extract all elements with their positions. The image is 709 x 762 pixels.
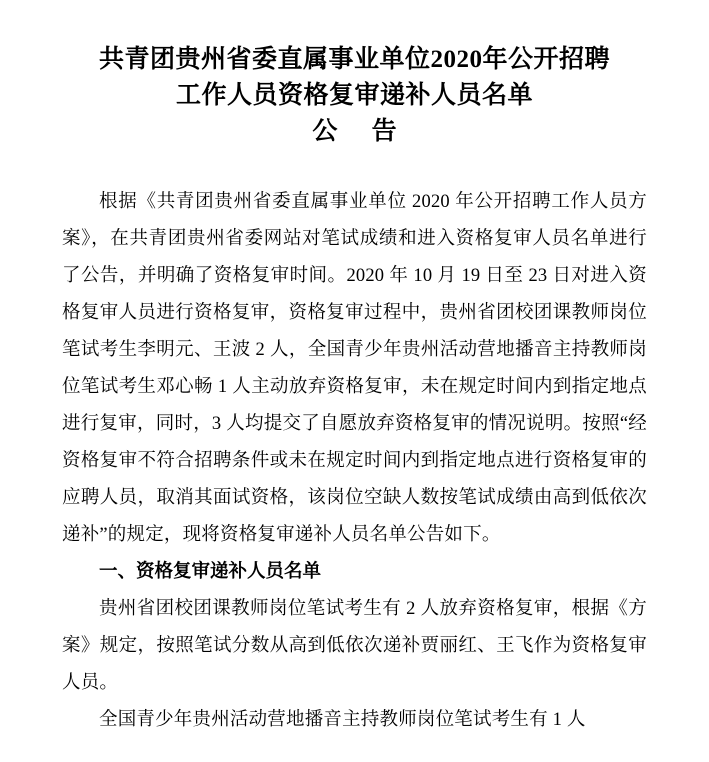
paragraph-section-2: 全国青少年贵州活动营地播音主持教师岗位笔试考生有 1 人 bbox=[99, 710, 586, 730]
title-line-1: 共青团贵州省委直属事业单位2020年公开招聘 bbox=[98, 46, 610, 73]
paragraph-intro: 根据《共青团贵州省委直属事业单位 2020 年公开招聘工作人员方案》，在共青团贵州省委网站对笔试成绩和进入资格复审人员名单进行了公告，并明确了资格复审时间。2020 年 10 月 19 日至 23 日对进入资格复审人员进行资格复审，资格复审过程中，贵州省团校团课教师岗位笔试考生李明元、王波 2 人，全国青少年贵州活动营地播音主持教师岗位笔试考生邓心畅 1 人主动放弃资格复审，未在规定时间内到指定地点进行复审，同时，3 人均提交了自愿放弃资格复审的情况说明。按照“经资格复审不符合招聘条件或未在规定时间内到指定地点进行资格复审的应聘人员，取消其面试资格，该岗位空缺人数按笔试成绩由高到低依次递补”的规定，现将资格复审递补人员名单公告如下。 bbox=[62, 192, 647, 545]
document-title bbox=[62, 42, 647, 150]
document-body bbox=[62, 184, 647, 739]
title-line-2: 工作人员资格复审递补人员名单 bbox=[175, 82, 533, 109]
paragraph-section-1: 贵州省团校团课教师岗位笔试考生有 2 人放弃资格复审，根据《方案》规定，按照笔试分数从高到低依次递补贾丽红、王飞作为资格复审人员。 bbox=[62, 599, 647, 693]
title-line-3: 公 告 bbox=[312, 118, 411, 145]
section-heading-1: 一、资格复审递补人员名单 bbox=[99, 562, 322, 582]
